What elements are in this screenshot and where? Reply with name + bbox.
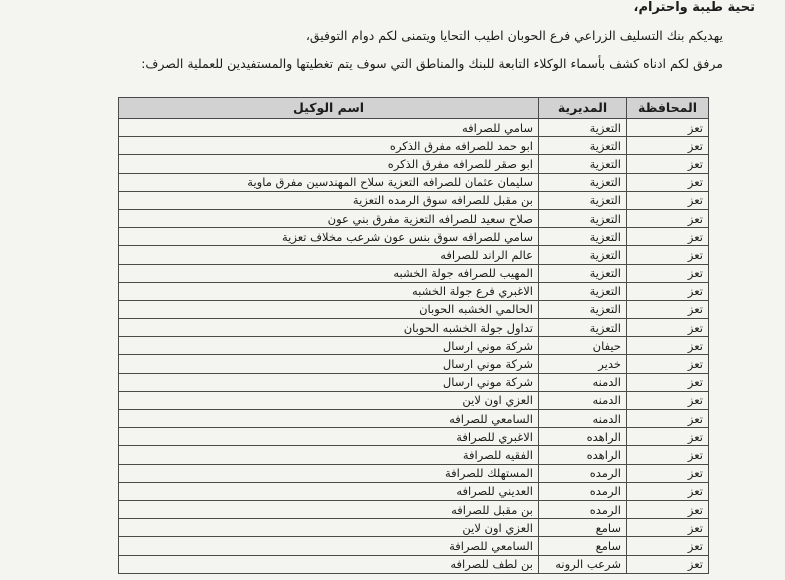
cell-governorate: تعز — [627, 410, 709, 428]
cell-directorate: التعزية — [539, 155, 627, 173]
cell-agent-name: السامعي للصرافه — [119, 410, 539, 428]
cell-directorate: الراهده — [539, 446, 627, 464]
cell-directorate: خدير — [539, 355, 627, 373]
cell-governorate: تعز — [627, 482, 709, 500]
cell-governorate: تعز — [627, 300, 709, 318]
cell-agent-name: المستهلك للصرافة — [119, 464, 539, 482]
cell-agent-name: المهيب للصرافه جولة الخشبه — [119, 264, 539, 282]
table-row — [119, 355, 709, 373]
cell-directorate: التعزية — [539, 282, 627, 300]
cell-agent-name: شركة موني ارسال — [119, 373, 539, 391]
cell-directorate: شرعب الرونه — [539, 555, 627, 573]
table-row — [119, 264, 709, 282]
cell-agent-name: سامي للصرافه — [119, 119, 539, 137]
cell-agent-name: تداول جولة الخشبه الحوبان — [119, 319, 539, 337]
table-row — [119, 155, 709, 173]
cell-directorate: التعزية — [539, 191, 627, 209]
table-row — [119, 446, 709, 464]
cell-agent-name: بن مقبل للصرافه سوق الرمده التعزية — [119, 191, 539, 209]
table-row — [119, 500, 709, 518]
table-row — [119, 482, 709, 500]
agents-table — [118, 97, 709, 574]
table-row — [119, 246, 709, 264]
cell-agent-name: شركة موني ارسال — [119, 337, 539, 355]
cell-agent-name: الاغبري للصرافة — [119, 428, 539, 446]
cell-directorate: حيفان — [539, 337, 627, 355]
cell-directorate: التعزية — [539, 228, 627, 246]
table-row — [119, 173, 709, 191]
table-header-row — [119, 98, 709, 119]
table-row — [119, 555, 709, 573]
cell-governorate: تعز — [627, 500, 709, 518]
table-row — [119, 428, 709, 446]
cell-directorate: سامع — [539, 519, 627, 537]
cell-governorate: تعز — [627, 355, 709, 373]
table-row — [119, 373, 709, 391]
cell-directorate: الدمنه — [539, 373, 627, 391]
cell-governorate: تعز — [627, 464, 709, 482]
cell-governorate: تعز — [627, 155, 709, 173]
greeting-text: تحية طيبة واحترام، — [633, 0, 755, 15]
table-row — [119, 119, 709, 137]
cell-directorate: التعزية — [539, 264, 627, 282]
table-row — [119, 191, 709, 209]
cell-agent-name: الفقيه للصرافة — [119, 446, 539, 464]
intro-text: يهديكم بنك التسليف الزراعي فرع الحوبان اطيب التحايا ويتمنى لكم دوام التوفيق، — [305, 28, 723, 43]
table-row — [119, 337, 709, 355]
table-row — [119, 519, 709, 537]
cell-directorate: التعزية — [539, 300, 627, 318]
cell-agent-name: بن مقبل للصرافه — [119, 500, 539, 518]
cell-directorate: التعزية — [539, 173, 627, 191]
cell-agent-name: عالم الراند للصرافه — [119, 246, 539, 264]
cell-governorate: تعز — [627, 428, 709, 446]
cell-governorate: تعز — [627, 519, 709, 537]
cell-directorate: التعزية — [539, 246, 627, 264]
cell-agent-name: ابو حمد للصرافه مفرق الذكره — [119, 137, 539, 155]
cell-governorate: تعز — [627, 337, 709, 355]
cell-governorate: تعز — [627, 537, 709, 555]
table-row — [119, 137, 709, 155]
cell-directorate: التعزية — [539, 209, 627, 227]
table-body — [119, 119, 709, 574]
cell-directorate: الدمنه — [539, 410, 627, 428]
cell-agent-name: سليمان عثمان للصرافه التعزية سلاح المهندسين مفرق ماوية — [119, 173, 539, 191]
cell-governorate: تعز — [627, 282, 709, 300]
header-agent: اسم الوكيل — [119, 98, 539, 119]
cell-agent-name: العديني للصرافه — [119, 482, 539, 500]
table-row — [119, 228, 709, 246]
cell-governorate: تعز — [627, 246, 709, 264]
cell-governorate: تعز — [627, 391, 709, 409]
table-row — [119, 391, 709, 409]
cell-directorate: الراهده — [539, 428, 627, 446]
cell-directorate: الرمده — [539, 500, 627, 518]
cell-directorate: التعزية — [539, 119, 627, 137]
cell-governorate: تعز — [627, 373, 709, 391]
table-row — [119, 209, 709, 227]
cell-governorate: تعز — [627, 209, 709, 227]
cell-governorate: تعز — [627, 555, 709, 573]
cell-governorate: تعز — [627, 119, 709, 137]
cell-governorate: تعز — [627, 264, 709, 282]
cell-agent-name: شركة موني ارسال — [119, 355, 539, 373]
cell-agent-name: السامعي للصرافة — [119, 537, 539, 555]
cell-agent-name: العزي اون لاين — [119, 519, 539, 537]
table-row — [119, 282, 709, 300]
table-row — [119, 410, 709, 428]
cell-directorate: التعزية — [539, 137, 627, 155]
cell-agent-name: الاغبري فرع جولة الخشبه — [119, 282, 539, 300]
table-row — [119, 319, 709, 337]
cell-directorate: الرمده — [539, 464, 627, 482]
table-row — [119, 300, 709, 318]
table-row — [119, 537, 709, 555]
cell-agent-name: العزي اون لاين — [119, 391, 539, 409]
cell-governorate: تعز — [627, 446, 709, 464]
cell-governorate: تعز — [627, 319, 709, 337]
cell-agent-name: ابو صقر للصرافه مفرق الذكره — [119, 155, 539, 173]
table-row — [119, 464, 709, 482]
cell-agent-name: الحالمي الخشبه الحوبان — [119, 300, 539, 318]
attachment-note: مرفق لكم ادناه كشف بأسماء الوكلاء التابعة للبنك والمناطق التي سوف يتم تغطيتها والمستفيدين للعملية الصرف: — [141, 56, 723, 71]
cell-governorate: تعز — [627, 173, 709, 191]
header-governorate: المحافظة — [627, 98, 709, 119]
cell-governorate: تعز — [627, 228, 709, 246]
cell-directorate: التعزية — [539, 319, 627, 337]
header-directorate: المديرية — [539, 98, 627, 119]
cell-governorate: تعز — [627, 137, 709, 155]
cell-directorate: الرمده — [539, 482, 627, 500]
cell-directorate: الدمنه — [539, 391, 627, 409]
cell-governorate: تعز — [627, 191, 709, 209]
cell-directorate: سامع — [539, 537, 627, 555]
cell-agent-name: بن لطف للصرافه — [119, 555, 539, 573]
cell-agent-name: سامي للصرافه سوق بنس عون شرعب مخلاف تعزية — [119, 228, 539, 246]
cell-agent-name: صلاح سعيد للصرافه التعزية مفرق بني عون — [119, 209, 539, 227]
